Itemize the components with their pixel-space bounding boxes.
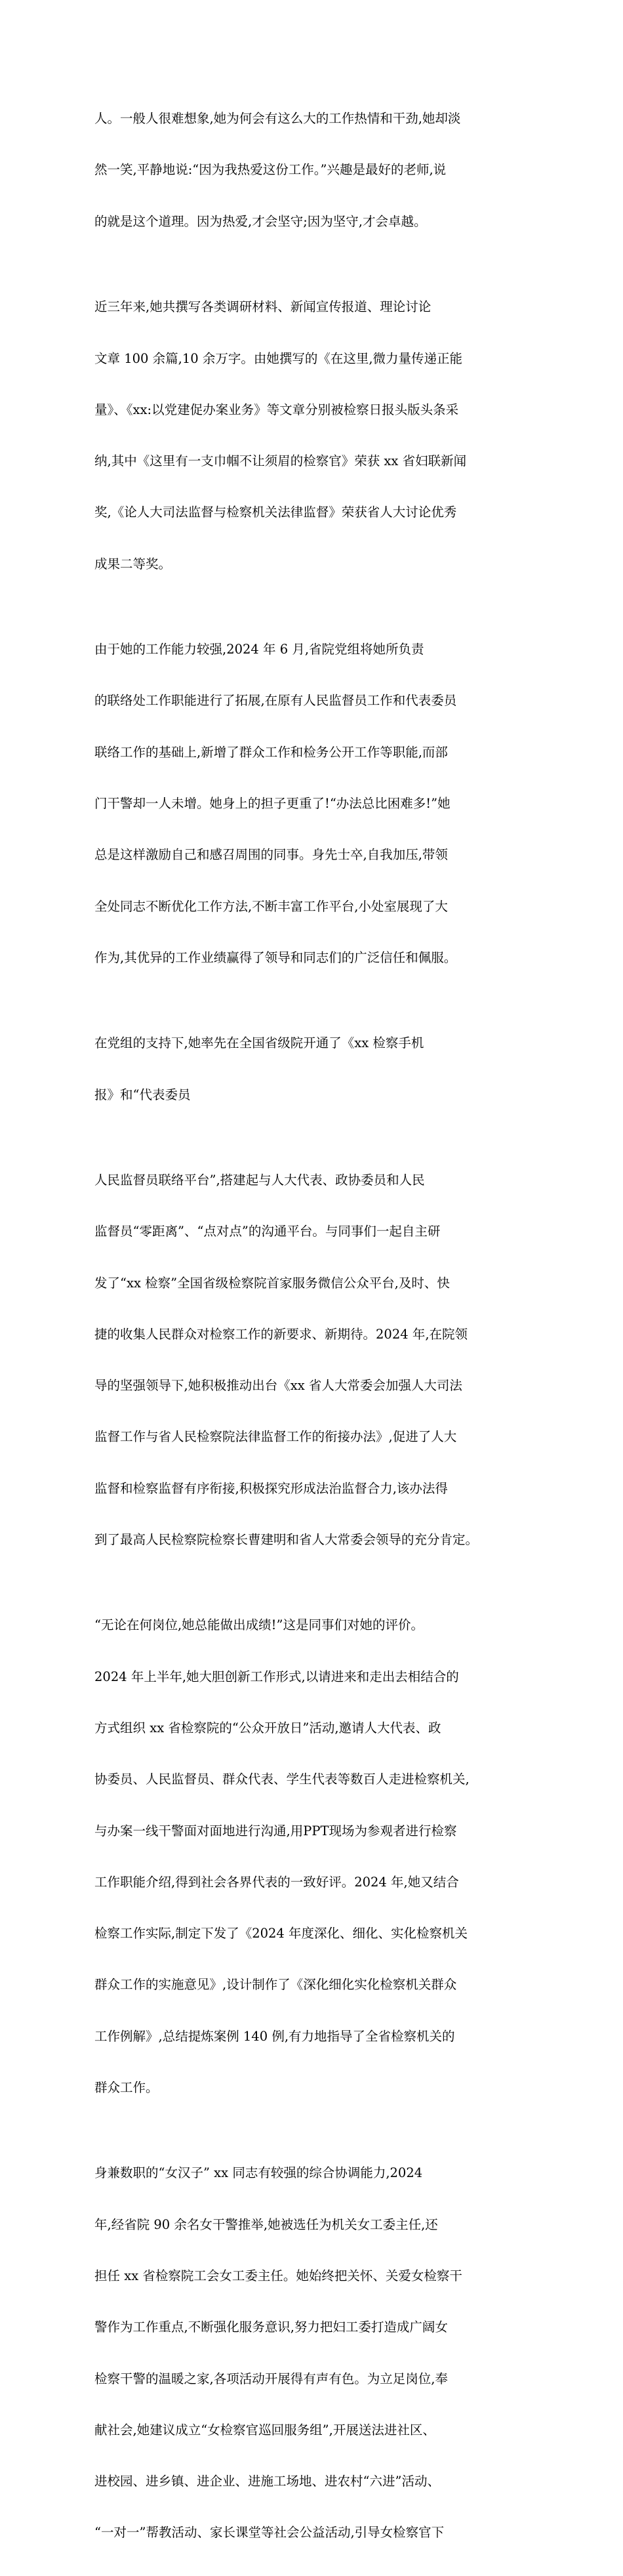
text-line: 导的坚强领导下,她积极推动出台《xx 省人大常委会加强人大司法 (94, 1378, 462, 1394)
text-line: 监督工作与省人民检察院法律监督工作的衔接办法》,促进了人大 (94, 1429, 457, 1445)
text-line: 全处同志不断优化工作方法,不断丰富工作平台,小处室展现了大 (94, 898, 448, 914)
text-line: 近三年来,她共撰写各类调研材料、新闻宣传报道、理论讨论 (94, 299, 432, 315)
text-line: 成果二等奖。 (94, 556, 172, 571)
text-line: 报》和“代表委员 (94, 1087, 191, 1102)
text-line: 监督员“零距离”、“点对点”的沟通平台。与同事们一起自主研 (94, 1224, 441, 1239)
text-line: “一对一”帮教活动、家长课堂等社会公益活动,引导女检察官下 (94, 2525, 445, 2541)
text-line: 人民监督员联络平台”,搭建起与人大代表、政协委员和人民 (94, 1173, 425, 1188)
paragraph-7 (94, 2130, 538, 2575)
text-line: 献社会,她建议成立“女检察官巡回服务组”,开展送法进社区、 (94, 2422, 435, 2438)
text-line: 协委员、人民监督员、群众代表、学生代表等数百人走进检察机关, (94, 1772, 470, 1787)
text-line: 到了最高人民检察院检察长曹建明和省人大常委会领导的充分肯定。 (94, 1531, 479, 1547)
text-line: 联络工作的基础上,新增了群众工作和检务公开工作等职能,而部 (94, 744, 448, 760)
paragraph-2 (94, 264, 538, 607)
text-line: 警作为工作重点,不断强化服务意识,努力把妇工委打造成广阔女 (94, 2319, 448, 2335)
text-line: 进校园、进乡镇、进企业、进施工场地、进农村“六进”活动、 (94, 2474, 440, 2489)
document-page (94, 76, 538, 2576)
paragraph-6 (94, 1583, 538, 2130)
text-line: 在党组的支持下,她率先在全国省级院开通了《xx 检察手机 (94, 1035, 424, 1051)
text-line: 身兼数职的“女汉子” xx 同志有较强的综合协调能力,2024 (94, 2165, 423, 2181)
text-line: 作为,其优异的工作业绩赢得了领导和同志们的广泛信任和佩服。 (94, 949, 457, 965)
paragraph-5 (94, 1138, 538, 1583)
text-line: 群众工作。 (94, 2079, 159, 2095)
text-line: 量》、《xx:以党建促办案业务》等文章分别被检察日报头版头条采 (94, 402, 459, 417)
text-line: 总是这样激励自己和感召周围的同事。身先士卒,自我加压,带领 (94, 847, 448, 863)
text-line: 文章 100 余篇,10 余万字。由她撰写的《在这里,微力量传递正能 (94, 350, 463, 366)
text-line: 纳,其中《这里有一支巾帼不让须眉的检察官》荣获 xx 省妇联新闻 (94, 453, 467, 469)
text-line: 检察干警的温暖之家,各项活动开展得有声有色。为立足岗位,奉 (94, 2371, 448, 2386)
text-line: 的就是这个道理。因为热爱,才会坚守;因为坚守,才会卓越。 (94, 213, 427, 229)
paragraph-3 (94, 607, 538, 1001)
text-line: 工作职能介绍,得到社会各界代表的一致好评。2024 年,她又结合 (94, 1874, 459, 1890)
text-line: 2024 年上半年,她大胆创新工作形式,以请进来和走出去相结合的 (94, 1669, 459, 1684)
text-line: “无论在何岗位,她总能做出成绩!”这是同事们对她的评价。 (94, 1617, 424, 1633)
text-line: 然一笑,平静地说:“因为我热爱这份工作。”兴趣是最好的老师,说 (94, 162, 447, 178)
text-line: 监督和检察监督有序衔接,积极探究形成法治监督合力,该办法得 (94, 1480, 448, 1496)
text-line: 担任 xx 省检察院工会女工委主任。她始终把关怀、关爱女检察干 (94, 2268, 462, 2283)
text-line: 工作例解》,总结提炼案例 140 例,有力地指导了全省检察机关的 (94, 2028, 455, 2044)
text-line: 奖,《论人大司法监督与检察机关法律监督》荣获省人大讨论优秀 (94, 505, 457, 520)
paragraph-4 (94, 1001, 538, 1138)
text-line: 检察工作实际,制定下发了《2024 年度深化、细化、实化检察机关 (94, 1926, 468, 1942)
text-line: 人。一般人很难想象,她为何会有这么大的工作热情和干劲,她却淡 (94, 111, 461, 127)
text-line: 门干警却一人未增。她身上的担子更重了!“办法总比困难多!”她 (94, 795, 451, 811)
text-line: 群众工作的实施意见》,设计制作了《深化细化实化检察机关群众 (94, 1977, 457, 1993)
paragraph-1 (94, 76, 538, 264)
text-line: 由于她的工作能力较强,2024 年 6 月,省院党组将她所负责 (94, 642, 424, 657)
text-line: 捷的收集人民群众对检察工作的新要求、新期待。2024 年,在院领 (94, 1326, 468, 1342)
text-line: 发了“xx 检察”全国省级检察院首家服务微信公众平台,及时、快 (94, 1275, 450, 1291)
text-line: 年,经省院 90 余名女干警推举,她被选任为机关女工委主任,还 (94, 2216, 438, 2232)
text-line: 方式组织 xx 省检察院的“公众开放日”活动,邀请人大代表、政 (94, 1720, 441, 1735)
text-line: 与办案一线干警面对面地进行沟通,用PPT现场为参观者进行检察 (94, 1823, 457, 1839)
text-line: 的联络处工作职能进行了拓展,在原有人民监督员工作和代表委员 (94, 693, 457, 709)
